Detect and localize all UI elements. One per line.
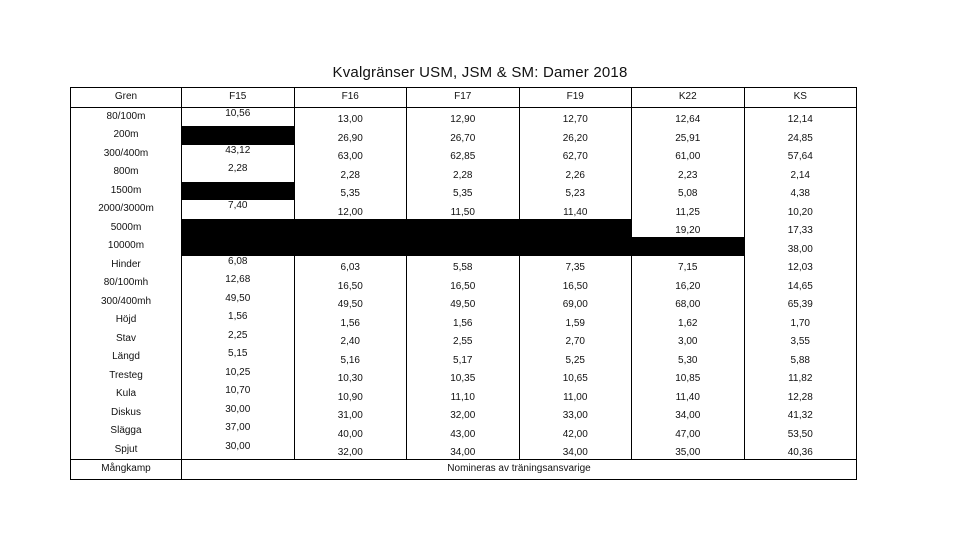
value-cell: 2,14 [744,163,857,182]
event-cell: Hinder [71,256,182,275]
table-row [71,441,857,460]
value-cell: 11,25 [632,200,745,219]
value-cell: 7,35 [519,256,632,275]
value-cell: 12,64 [632,107,745,126]
value-cell: 17,33 [744,219,857,238]
event-cell: Stav [71,330,182,349]
value-cell: 2,25 [182,330,295,349]
value-cell: 2,28 [407,163,520,182]
value-cell: 34,00 [632,404,745,423]
value-cell: 2,28 [294,163,407,182]
value-cell: 26,20 [519,126,632,145]
value-cell: 14,65 [744,274,857,293]
table-row [71,219,857,238]
value-cell: 11,40 [632,385,745,404]
event-cell: 5000m [71,219,182,238]
value-cell: 40,36 [744,441,857,460]
value-cell: 16,20 [632,274,745,293]
value-cell: 3,00 [632,330,745,349]
event-cell: Tresteg [71,367,182,386]
value-cell: 3,55 [744,330,857,349]
blocked-cell [407,219,520,238]
event-cell: 200m [71,126,182,145]
value-cell: 26,90 [294,126,407,145]
value-cell: 1,70 [744,311,857,330]
value-cell: 63,00 [294,145,407,164]
value-cell: 1,56 [294,311,407,330]
value-cell: 4,38 [744,182,857,201]
table-row [71,348,857,367]
value-cell: 11,40 [519,200,632,219]
event-cell: Slägga [71,422,182,441]
value-cell: 11,00 [519,385,632,404]
value-cell: 31,00 [294,404,407,423]
value-cell: 2,28 [182,163,295,182]
value-cell: 49,50 [407,293,520,312]
table-body [71,107,857,460]
value-cell: 10,65 [519,367,632,386]
value-cell: 10,90 [294,385,407,404]
value-cell: 5,08 [632,182,745,201]
footer-note: Nomineras av träningsansvarige [182,460,857,480]
table-row [71,182,857,201]
value-cell: 11,82 [744,367,857,386]
event-cell: 800m [71,163,182,182]
event-cell: Längd [71,348,182,367]
value-cell: 40,00 [294,422,407,441]
value-cell: 33,00 [519,404,632,423]
blocked-cell [182,237,295,256]
value-cell: 12,03 [744,256,857,275]
footer-row [71,460,857,480]
value-cell: 5,88 [744,348,857,367]
value-cell: 12,14 [744,107,857,126]
header-row [71,88,857,108]
event-cell: 300/400mh [71,293,182,312]
value-cell: 12,00 [294,200,407,219]
blocked-cell [182,126,295,145]
value-cell: 35,00 [632,441,745,460]
value-cell: 16,50 [294,274,407,293]
value-cell: 1,56 [407,311,520,330]
table-row [71,422,857,441]
column-header: F15 [182,88,295,108]
value-cell: 5,30 [632,348,745,367]
table-row [71,311,857,330]
table-row [71,330,857,349]
value-cell: 10,25 [182,367,295,386]
value-cell: 10,35 [407,367,520,386]
value-cell: 5,25 [519,348,632,367]
value-cell: 1,62 [632,311,745,330]
value-cell: 65,39 [744,293,857,312]
value-cell: 25,91 [632,126,745,145]
blocked-cell [182,219,295,238]
event-cell: 80/100m [71,107,182,126]
value-cell: 1,59 [519,311,632,330]
table-row [71,367,857,386]
value-cell: 10,85 [632,367,745,386]
value-cell: 62,70 [519,145,632,164]
value-cell: 2,70 [519,330,632,349]
event-cell: 2000/3000m [71,200,182,219]
value-cell: 68,00 [632,293,745,312]
value-cell: 43,00 [407,422,520,441]
value-cell: 12,68 [182,274,295,293]
table-row [71,404,857,423]
value-cell: 7,15 [632,256,745,275]
column-header: K22 [632,88,745,108]
event-cell: Höjd [71,311,182,330]
column-header: KS [744,88,857,108]
column-header: F19 [519,88,632,108]
value-cell: 34,00 [519,441,632,460]
value-cell: 16,50 [407,274,520,293]
blocked-cell [632,237,745,256]
value-cell: 19,20 [632,219,745,238]
table-row [71,385,857,404]
event-cell: Diskus [71,404,182,423]
event-cell: 10000m [71,237,182,256]
value-cell: 5,16 [294,348,407,367]
value-cell: 57,64 [744,145,857,164]
blocked-cell [407,237,520,256]
value-cell: 10,20 [744,200,857,219]
value-cell: 5,58 [407,256,520,275]
value-cell: 7,40 [182,200,295,219]
value-cell: 61,00 [632,145,745,164]
value-cell: 1,56 [182,311,295,330]
value-cell: 47,00 [632,422,745,441]
value-cell: 32,00 [407,404,520,423]
table-row [71,163,857,182]
value-cell: 5,35 [294,182,407,201]
value-cell: 41,32 [744,404,857,423]
value-cell: 43,12 [182,145,295,164]
table-row [71,126,857,145]
value-cell: 2,26 [519,163,632,182]
value-cell: 11,50 [407,200,520,219]
blocked-cell [519,237,632,256]
value-cell: 26,70 [407,126,520,145]
value-cell: 5,23 [519,182,632,201]
table-row [71,145,857,164]
value-cell: 49,50 [182,293,295,312]
value-cell: 2,55 [407,330,520,349]
table-row [71,200,857,219]
table-row [71,107,857,126]
value-cell: 2,23 [632,163,745,182]
value-cell: 42,00 [519,422,632,441]
value-cell: 10,56 [182,107,295,126]
value-cell: 62,85 [407,145,520,164]
value-cell: 10,30 [294,367,407,386]
table-row [71,256,857,275]
value-cell: 16,50 [519,274,632,293]
table-row [71,237,857,256]
qualification-table [70,87,857,480]
table-row [71,293,857,312]
event-cell: 80/100mh [71,274,182,293]
value-cell: 30,00 [182,404,295,423]
event-cell: Spjut [71,441,182,460]
blocked-cell [294,237,407,256]
event-cell: 1500m [71,182,182,201]
value-cell: 37,00 [182,422,295,441]
value-cell: 30,00 [182,441,295,460]
value-cell: 12,28 [744,385,857,404]
value-cell: 53,50 [744,422,857,441]
column-header: F17 [407,88,520,108]
value-cell: 11,10 [407,385,520,404]
value-cell: 12,70 [519,107,632,126]
table-row [71,274,857,293]
event-cell: Kula [71,385,182,404]
blocked-cell [294,219,407,238]
event-cell: 300/400m [71,145,182,164]
value-cell: 2,40 [294,330,407,349]
page-title: Kvalgränser USM, JSM & SM: Damer 2018 [332,64,628,81]
blocked-cell [519,219,632,238]
value-cell: 38,00 [744,237,857,256]
blocked-cell [182,182,295,201]
value-cell: 32,00 [294,441,407,460]
value-cell: 5,15 [182,348,295,367]
column-header: F16 [294,88,407,108]
value-cell: 34,00 [407,441,520,460]
value-cell: 12,90 [407,107,520,126]
column-header: Gren [71,88,182,108]
value-cell: 6,03 [294,256,407,275]
value-cell: 69,00 [519,293,632,312]
event-cell: Mångkamp [71,460,182,480]
value-cell: 5,17 [407,348,520,367]
value-cell: 6,08 [182,256,295,275]
value-cell: 24,85 [744,126,857,145]
value-cell: 10,70 [182,385,295,404]
value-cell: 5,35 [407,182,520,201]
value-cell: 49,50 [294,293,407,312]
value-cell: 13,00 [294,107,407,126]
